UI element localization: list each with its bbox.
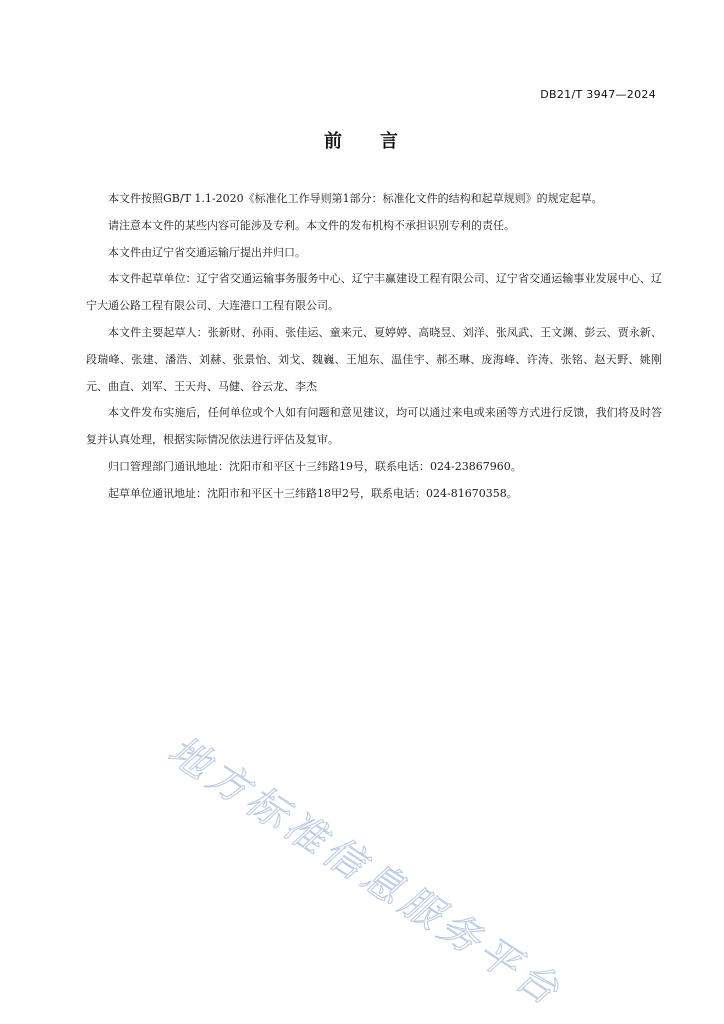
page-title xyxy=(0,127,724,153)
paragraph-drafters: 本文件主要起草人：张新财、孙雨、张佳运、童来元、夏婷婷、高晓昱、刘洋、张凤武、王文渊、彭云、贾永新、段瑞峰、张建、潘浩、刘赫、张景怡、刘戈、魏巍、王旭东、温佳宇、郝丕琳、庞海峰、许涛、张铭、赵天野、姚刚元、曲直、刘军、王天舟、马健、谷云龙、李杰 xyxy=(86,325,662,393)
paragraph-feedback: 本文件发布实施后，任何单位或个人如有问题和意见建议，均可以通过来电或来函等方式进行反馈，我们将及时答复并认真处理，根据实际情况依法进行评估及复审。 xyxy=(86,406,662,447)
watermark: 地方标准信息服务平台 xyxy=(160,727,571,1017)
paragraph-drafting-rules: 本文件按照GB/T 1.1-2020《标准化工作导则第1部分：标准化文件的结构和起草规则》的规定起草。 xyxy=(108,192,603,205)
paragraph-drafting-units: 本文件起草单位：辽宁省交通运输事务服务中心、辽宁丰赢建设工程有限公司、辽宁省交通运输事业发展中心、辽宁大通公路工程有限公司、大连港口工程有限公司。 xyxy=(86,272,662,313)
paragraph-drafter-contact: 起草单位通讯地址：沈阳市和平区十三纬路18甲2号，联系电话：024-81670358。 xyxy=(108,486,518,500)
paragraph-proposer: 本文件由辽宁省交通运输厅提出并归口。 xyxy=(108,245,306,259)
title-char-2: 言 xyxy=(380,131,400,152)
title-char-1: 前 xyxy=(324,131,344,152)
standard-code: DB21/T 3947—2024 xyxy=(540,88,656,101)
foreword-body xyxy=(86,186,662,508)
paragraph-patent-notice: 请注意本文件的某些内容可能涉及专利。本文件的发布机构不承担识别专利的责任。 xyxy=(108,218,515,232)
paragraph-admin-contact: 归口管理部门通讯地址：沈阳市和平区十三纬路19号，联系电话：024-23867960。 xyxy=(108,459,522,473)
